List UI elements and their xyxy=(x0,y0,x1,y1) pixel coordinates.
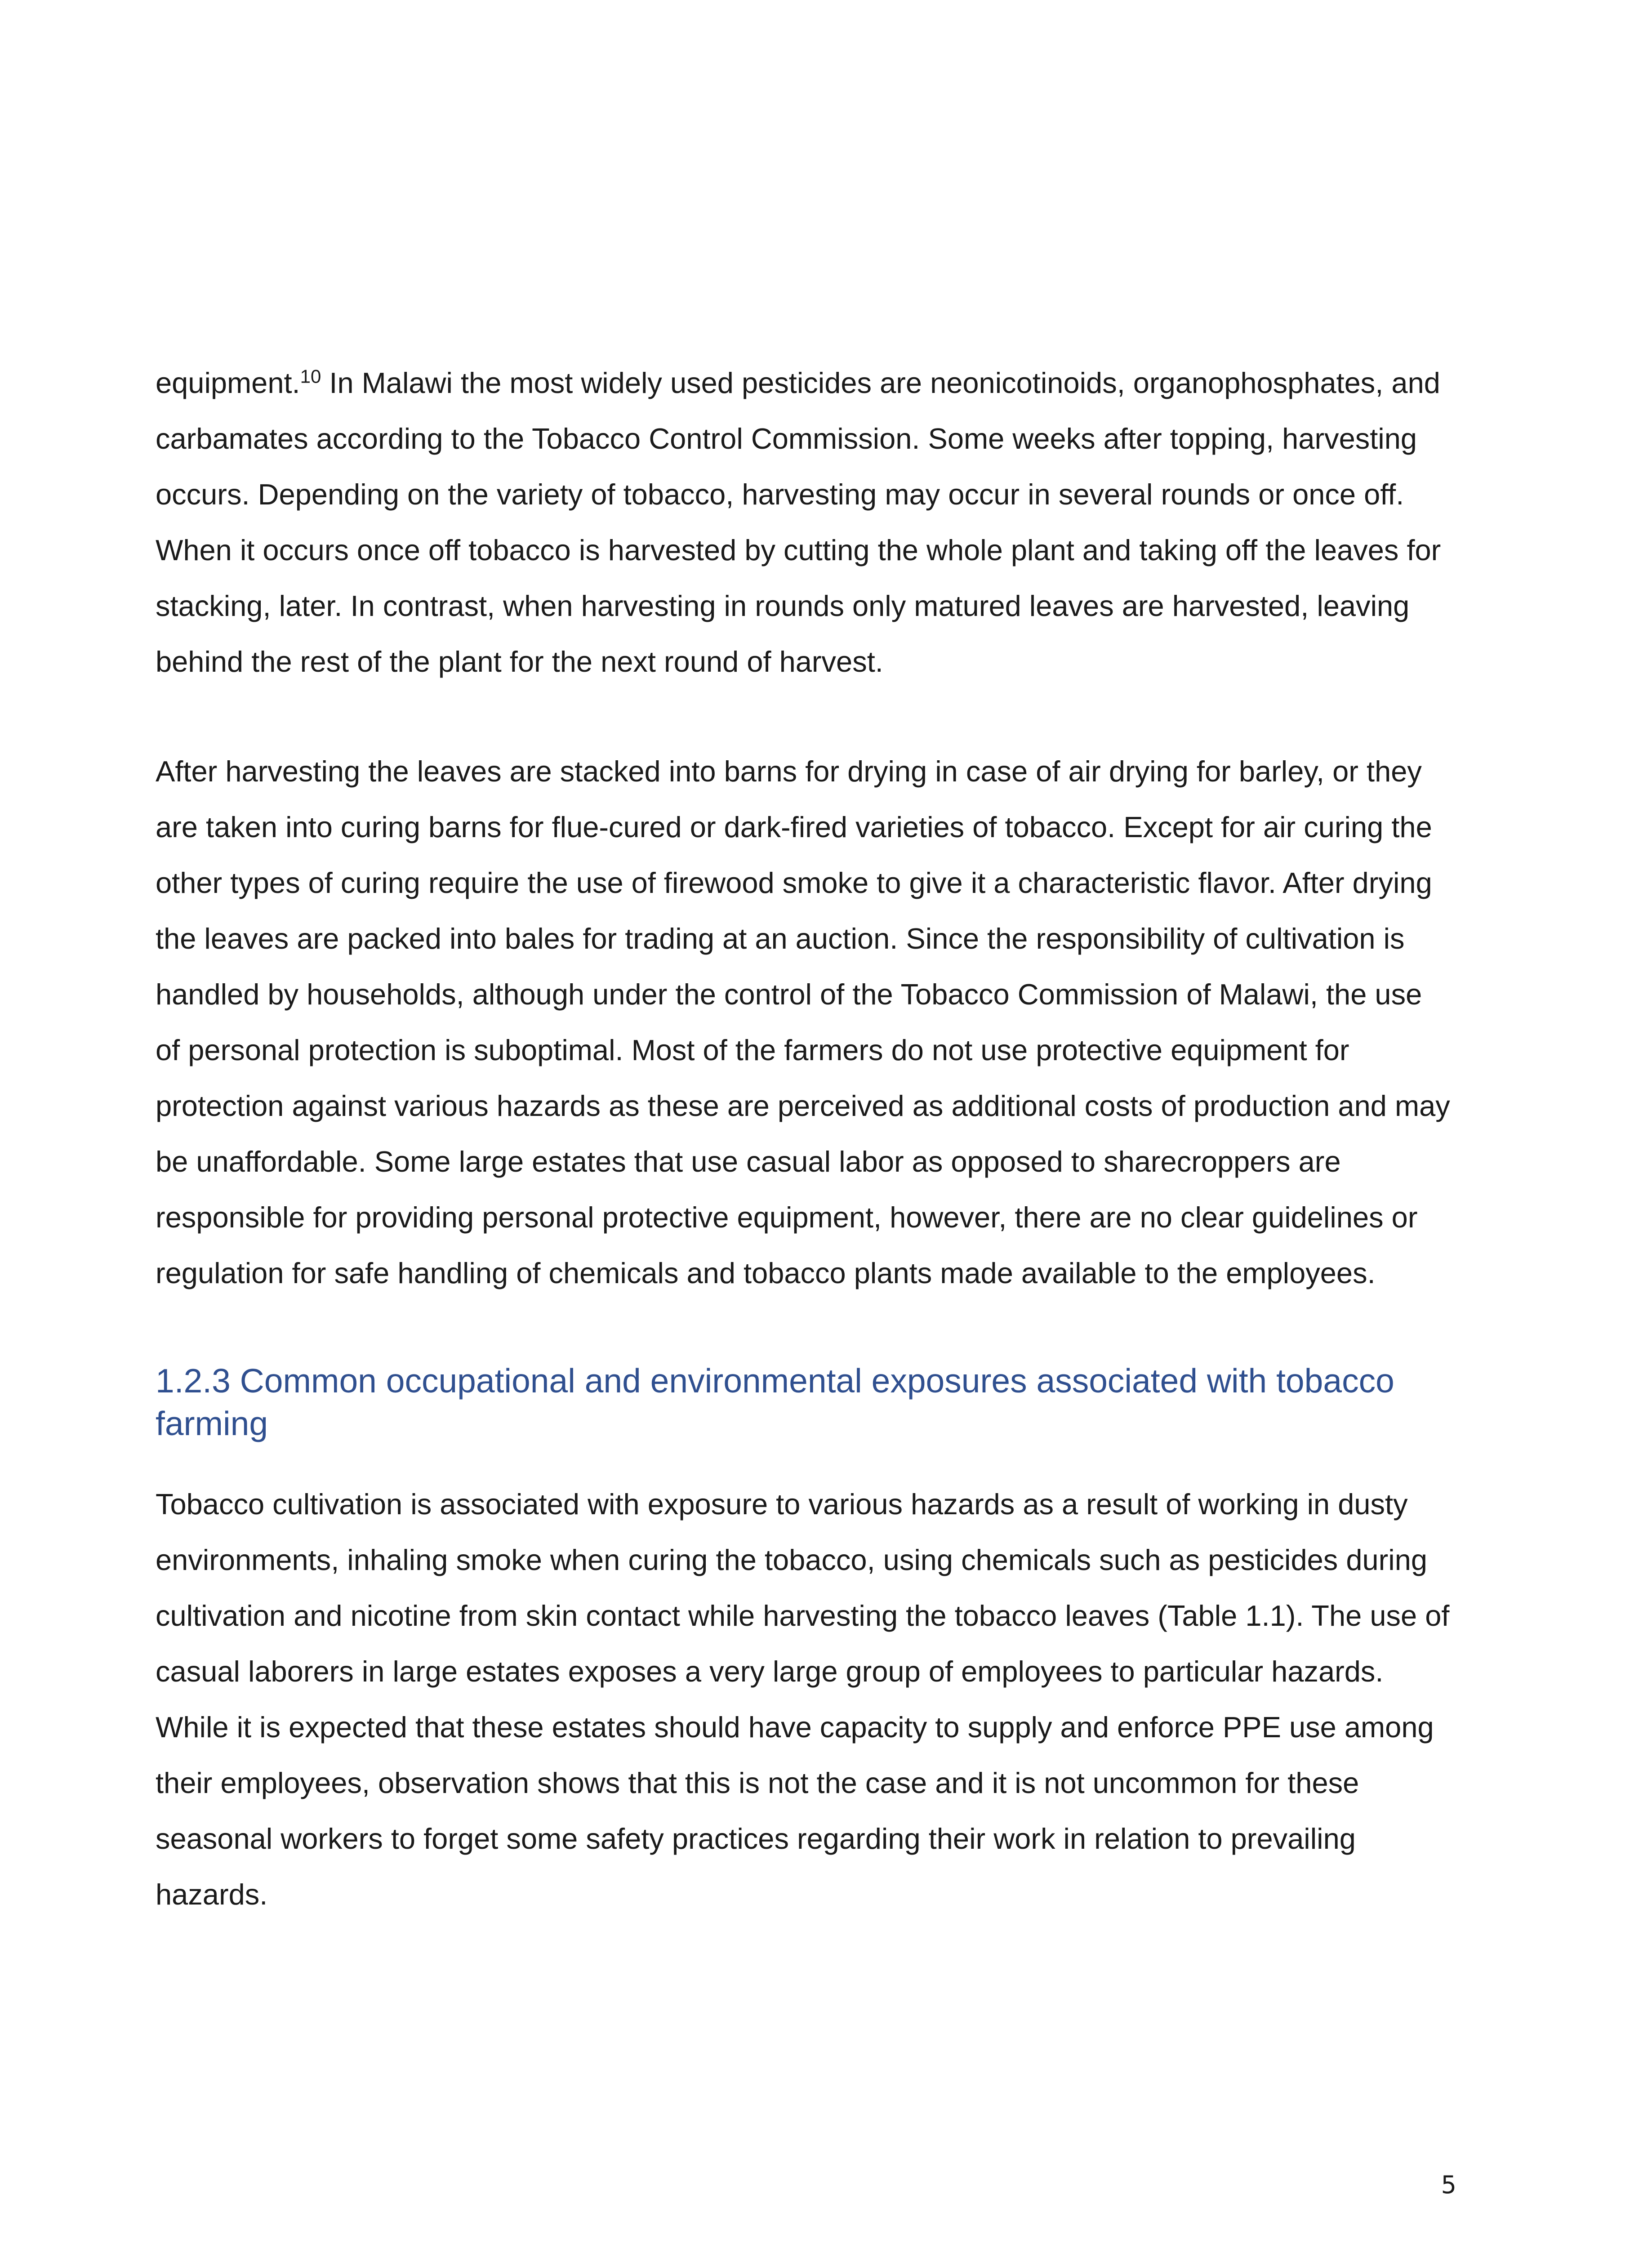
paragraph-curing: After harvesting the leaves are stacked into barns for drying in case of air drying for barley, or they are taken into curing barns for flue-cured or dark-fired varieties of tobacco. Except for air curing the other types of curing require the use of firewood smoke to give it a characteristic flavor. After drying the leaves are packed into bales for trading at an auction. Since the responsibility of cultivation is handled by households, although under the control of the Tobacco Commission of Malawi, the use of personal protection is suboptimal. Most of the farmers do not use protective equipment for protection against various hazards as these are perceived as additional costs of production and may be unaffordable. Some large estates that use casual labor as opposed to sharecroppers are responsible for providing personal protective equipment, however, there are no clear guidelines or regulation for safe handling of chemicals and tobacco plants made available to the employees. xyxy=(156,755,1450,1289)
paragraph-exposures: Tobacco cultivation is associated with exposure to various hazards as a result of working in dusty environments, inhaling smoke when curing the tobacco, using chemicals such as pesticides during cultivation and nicotine from skin contact while harvesting the tobacco leaves (Table 1.1). The use of casual laborers in large estates exposes a very large group of employees to particular hazards. While it is expected that these estates should have capacity to supply and enforce PPE use among their employees, observation shows that this is not the case and it is not uncommon for these seasonal workers to forget some safety practices regarding their work in relation to prevailing hazards. xyxy=(156,1488,1450,1911)
paragraph-text-start: equipment. xyxy=(156,366,300,399)
heading-spacer-top xyxy=(156,1301,1450,1360)
section-heading: 1.2.3 Common occupational and environmental exposures associated with tobacco farming xyxy=(156,1362,1394,1442)
page-body xyxy=(156,355,1450,1922)
page-number: 5 xyxy=(1441,2171,1456,2199)
heading-spacer-bottom xyxy=(156,1445,1450,1476)
footnote-reference-10: 10 xyxy=(300,366,321,387)
paragraph-harvesting xyxy=(156,355,1450,690)
paragraph-text-rest: In Malawi the most widely used pesticides are neonicotinoids, organophosphates, and carbamates according to the Tobacco Control Commission. Some weeks after topping, harvesting occurs. Depending on the variety of tobacco, harvesting may occur in several rounds or once off. When it occurs once off tobacco is harvested by cutting the whole plant and taking off the leaves for stacking, later. In contrast, when harvesting in rounds only matured leaves are harvested, leaving behind the rest of the plant for the next round of harvest. xyxy=(156,366,1441,678)
paragraph-spacer xyxy=(156,690,1450,744)
